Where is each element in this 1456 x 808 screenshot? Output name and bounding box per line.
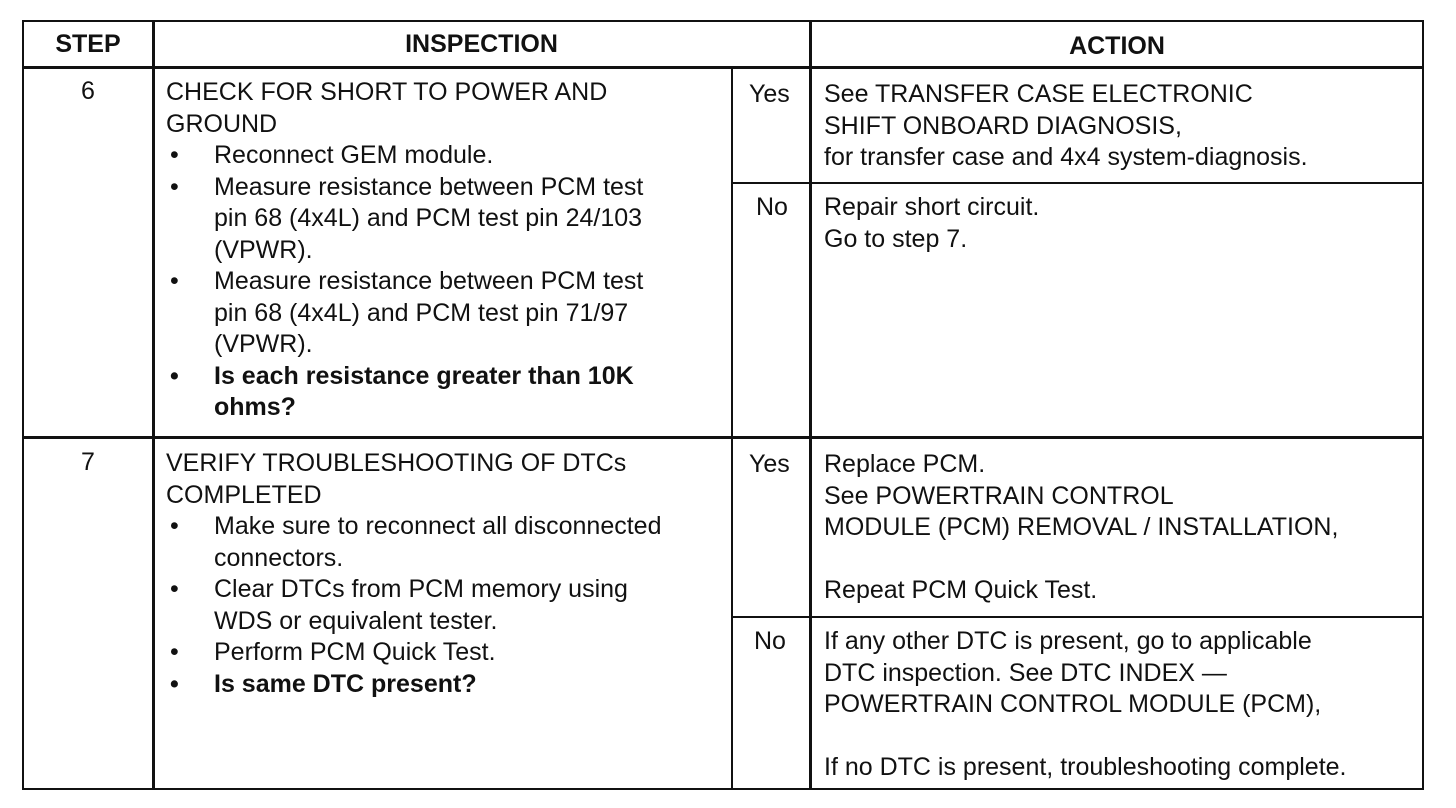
inspection-title [166, 77, 643, 140]
inspection-bullet [166, 637, 661, 669]
bullet-line: Perform PCM Quick Test. [214, 638, 496, 666]
bullet-line: (VPWR). [214, 330, 313, 358]
step-number: 7 [81, 448, 95, 476]
no-action [824, 626, 1347, 784]
bullet-line: Measure resistance between PCM test [214, 172, 644, 201]
bullet-line: connectors. [214, 543, 344, 572]
yes-no-column-divider [731, 68, 733, 788]
bullet-icon: • [170, 172, 179, 201]
bullet-line: (VPWR). [214, 235, 313, 264]
inspection-cell [166, 448, 661, 700]
inspection-title [166, 448, 661, 511]
inspection-cell [166, 77, 643, 424]
action-line: Go to step 7. [824, 224, 968, 253]
header-action: ACTION [1069, 32, 1165, 60]
action-spacer [824, 544, 1338, 576]
inspection-title-line: VERIFY TROUBLESHOOTING OF DTCs [166, 449, 627, 477]
yes-action [824, 79, 1308, 174]
inspection-bullet [166, 511, 661, 574]
action-line: SHIFT ONBOARD DIAGNOSIS, [824, 111, 1182, 140]
inspection-bullets [166, 140, 643, 424]
bullet-line: Is each resistance greater than 10K [214, 361, 634, 390]
action-line: MODULE (PCM) REMOVAL / INSTALLATION, [824, 513, 1339, 541]
bullet-icon: • [170, 361, 179, 390]
row-divider [24, 436, 1422, 439]
no-action [824, 192, 1039, 255]
bullet-line: ohms? [214, 393, 296, 421]
row6-yes-no-divider [732, 182, 1422, 184]
bullet-line: Clear DTCs from PCM memory using [214, 575, 628, 603]
yes-label: Yes [749, 450, 790, 478]
action-line: See POWERTRAIN CONTROL [824, 481, 1174, 510]
step-number: 6 [81, 77, 95, 105]
bullet-line: pin 68 (4x4L) and PCM test pin 24/103 [214, 204, 643, 232]
action-line: DTC inspection. See DTC INDEX — [824, 658, 1227, 687]
bullet-line: Reconnect GEM module. [214, 141, 494, 169]
row7-yes-no-divider [732, 616, 1422, 618]
bullet-icon: • [170, 512, 179, 540]
inspection-title-line: CHECK FOR SHORT TO POWER AND [166, 78, 608, 106]
action-line: Replace PCM. [824, 450, 986, 478]
bullet-icon: • [170, 575, 179, 603]
bullet-icon: • [170, 638, 179, 666]
diagnostic-table [22, 20, 1424, 790]
inspection-question [166, 361, 643, 424]
bullet-line: Make sure to reconnect all disconnected [214, 512, 662, 540]
inspection-bullet [166, 172, 643, 267]
action-line: Repeat PCM Quick Test. [824, 576, 1098, 604]
header-inspection: INSPECTION [405, 30, 558, 58]
header-divider [24, 66, 1422, 69]
bullet-icon: • [170, 267, 179, 295]
inspection-bullet [166, 574, 661, 637]
no-label: No [754, 627, 786, 655]
inspection-bullet [166, 266, 643, 361]
header-step: STEP [55, 30, 121, 58]
bullet-icon: • [170, 141, 179, 169]
bullet-line: WDS or equivalent tester. [214, 606, 498, 635]
bullet-line: pin 68 (4x4L) and PCM test pin 71/97 [214, 298, 629, 327]
no-label: No [756, 193, 788, 221]
inspection-bullets [166, 511, 661, 700]
action-line: If any other DTC is present, go to applicable [824, 627, 1312, 655]
bullet-line: Is same DTC present? [214, 669, 477, 698]
action-line: for transfer case and 4x4 system-diagnosis. [824, 143, 1308, 171]
yes-action [824, 449, 1338, 607]
action-line: See TRANSFER CASE ELECTRONIC [824, 80, 1253, 108]
action-line: Repair short circuit. [824, 193, 1040, 221]
action-line: POWERTRAIN CONTROL MODULE (PCM), [824, 690, 1322, 718]
inspection-title-line: GROUND [166, 109, 278, 138]
step-column-divider [152, 22, 155, 788]
inspection-question [166, 669, 661, 701]
inspection-title-line: COMPLETED [166, 480, 322, 509]
yes-label: Yes [749, 80, 790, 108]
bullet-icon: • [170, 669, 179, 698]
action-line: If no DTC is present, troubleshooting complete. [824, 753, 1347, 781]
bullet-line: Measure resistance between PCM test [214, 267, 644, 295]
action-spacer [824, 721, 1347, 753]
action-column-divider [809, 22, 812, 788]
inspection-bullet [166, 140, 643, 172]
